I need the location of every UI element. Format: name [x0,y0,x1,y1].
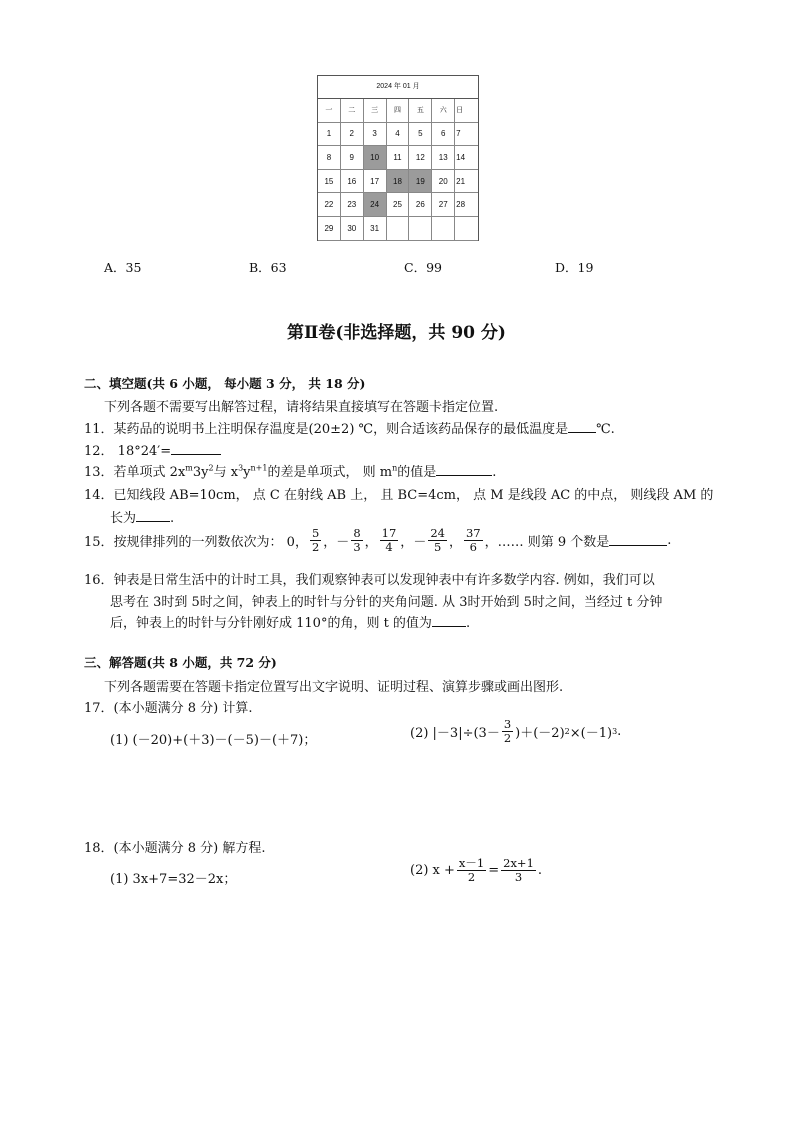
calendar-weekday: 二 [341,99,364,123]
calendar-day: 12 [409,146,432,170]
solve-heading: 三、解答题(共 8 小题，共 72 分) [84,655,277,670]
answer-blank [171,454,221,455]
question-18-2 [410,857,542,884]
calendar-day: 22 [318,193,341,217]
question-14-line2 [110,507,174,526]
q16-text: 后，钟表上的时针与分针刚好成 110°的角，则 t 的值为 [110,616,432,631]
option-b: B．63 [249,260,287,275]
q16-period: . [465,616,471,631]
fraction [457,857,486,884]
calendar-day: 20 [432,170,455,194]
q13-text: y [243,465,251,480]
q13-text: 与 x [213,465,239,480]
calendar-day: 11 [387,146,410,170]
calendar-day: 25 [387,193,410,217]
fraction [351,527,362,554]
q18-2-text: . [537,863,543,878]
denominator: 2 [503,731,512,745]
calendar-weekday: 三 [364,99,387,123]
q13-text: 13．若单项式 2x [84,465,186,480]
calendar-weekday: 六 [432,99,455,123]
calendar-day: 14 [455,146,478,170]
fraction [380,527,399,554]
q15-text: ，…… 则第 9 个数是 [484,535,610,550]
answer-blank [136,521,170,522]
numerator: 17 [381,526,397,540]
calendar-weekday: 四 [387,99,410,123]
calendar-day: 30 [341,217,364,241]
numerator: 3 [503,717,512,731]
question-13 [84,461,496,480]
calendar-day: 26 [409,193,432,217]
q13-text: 的差是单项式， 则 m [267,465,393,480]
calendar-day: 17 [364,170,387,194]
denominator: 3 [353,540,361,554]
q13-exp: 2 [208,463,214,473]
calendar-empty-cell [387,217,410,241]
numerator: 8 [353,526,361,540]
calendar-day: 13 [432,146,455,170]
calendar-day: 23 [341,193,364,217]
calendar-day: 27 [432,193,455,217]
question-16-line2: 思考在 3时到 5时之间，钟表上的时针与分针的夹角问题. 从 3时开始到 5时之间，当经过 t 分钟 [110,595,663,610]
denominator: 5 [433,540,442,554]
q13-exp: 3 [238,463,244,473]
solve-instruction: 下列各题需要在答题卡指定位置写出文字说明、证明过程、演算步骤或画出图形. [104,680,564,695]
question-17-2 [410,718,621,745]
answer-blank [436,475,492,476]
option-c: C．99 [404,260,442,275]
fill-heading: 二、填空题(共 6 小题， 每小题 3 分， 共 18 分) [84,376,366,391]
calendar-day: 18 [387,170,410,194]
question-14-line1: 14．已知线段 AB=10cm， 点 C 在射线 AB 上， 且 BC=4cm， 点 M 是线段 AC 的中点， 则线段 AM 的 [84,488,714,503]
q17-2-text: (2) |－3|÷(3－ [410,726,500,741]
q11-text: 11．某药品的说明书上注明保存温度是(20±2) ℃，则合适该药品保存的最低温度是 [84,422,569,437]
calendar-day: 8 [318,146,341,170]
part2-title: 第Ⅱ卷(非选择题，共 90 分) [287,323,506,343]
question-17-1: (1) (－20)+(＋3)－(－5)－(＋7)； [110,733,317,748]
q15-period: . [667,533,672,548]
calendar-day: 21 [455,170,478,194]
question-16-line1: 16．钟表是日常生活中的计时工具，我们观察钟表可以发现钟表中有许多数学内容. 例如，我们可以 [84,573,655,588]
answer-blank [568,432,596,433]
q15-text: 15．按规律排列的一列数依次为： 0， [84,535,308,550]
denominator: 2 [311,540,320,554]
question-12 [84,440,221,459]
question-15 [84,527,671,554]
calendar-empty-cell [455,217,478,241]
q17-2-text: . [617,724,622,739]
q13-period: . [492,465,497,480]
denominator: 3 [514,870,523,884]
numerator: 5 [311,526,320,540]
calendar-day: 19 [409,170,432,194]
calendar-weekday: 日 [455,99,478,123]
question-18: 18．(本小题满分 8 分) 解方程. [84,841,266,856]
calendar-day: 31 [364,217,387,241]
exponent: 2 [564,727,570,736]
calendar-day: 2 [341,123,364,147]
calendar [317,75,479,241]
denominator: 6 [469,540,477,554]
fill-instruction: 下列各题不需要写出解答过程，请将结果直接填写在答题卡指定位置. [104,400,499,415]
option-d: D．19 [555,260,594,275]
calendar-day: 9 [341,146,364,170]
sign: － [336,535,350,550]
q13-exp: n+1 [250,463,268,473]
numerator: 37 [465,526,481,540]
numerator: 2x+1 [503,856,534,870]
calendar-day: 5 [409,123,432,147]
calendar-empty-cell [432,217,455,241]
fraction [428,527,447,554]
answer-blank [432,626,466,627]
separator: ， [448,535,462,550]
separator: ， [400,535,414,550]
question-11 [84,418,615,437]
calendar-day: 3 [364,123,387,147]
fraction [310,527,321,554]
calendar-day: 10 [364,146,387,170]
answer-blank [609,545,667,546]
calendar-day: 15 [318,170,341,194]
fraction [501,857,536,884]
calendar-day: 24 [364,193,387,217]
calendar-day: 7 [455,123,478,147]
q14-period: . [170,511,175,526]
q13-text: 的值是 [397,465,437,480]
q17-2-text: ×(－1) [569,726,613,741]
q12-text: 12． 18°24′= [84,444,172,459]
calendar-day: 6 [432,123,455,147]
q18-2-text: (2) x + [410,863,455,878]
denominator: 2 [467,870,476,884]
q13-exp: n [392,463,398,473]
option-a: A．35 [104,260,142,275]
numerator: 24 [430,526,445,540]
calendar-day: 29 [318,217,341,241]
q18-2-text: = [488,863,500,878]
q13-exp: m [185,463,193,473]
q14-text: 长为 [110,511,137,526]
exponent: 3 [612,727,618,736]
q15-sequence [308,527,485,554]
question-18-1: (1) 3x+7=32－2x； [110,872,237,887]
calendar-weekday: 一 [318,99,341,123]
calendar-day: 4 [387,123,410,147]
sign: － [413,535,427,550]
calendar-title: 2024 年 01 月 [318,76,478,99]
q11-end: ℃. [596,422,615,437]
calendar-grid [318,99,478,241]
fraction [502,718,513,745]
calendar-empty-cell [409,217,432,241]
calendar-weekday: 五 [409,99,432,123]
calendar-day: 16 [341,170,364,194]
fraction [464,527,483,554]
q13-text: 3y [192,465,209,480]
separator: ， [323,535,337,550]
denominator: 4 [385,540,393,554]
numerator: x－1 [458,856,485,870]
question-16-line3 [110,612,470,631]
question-17: 17．(本小题满分 8 分) 计算. [84,701,253,716]
q17-2-text: )＋(－2) [515,726,565,741]
calendar-day: 28 [455,193,478,217]
separator: ， [364,535,378,550]
calendar-day: 1 [318,123,341,147]
